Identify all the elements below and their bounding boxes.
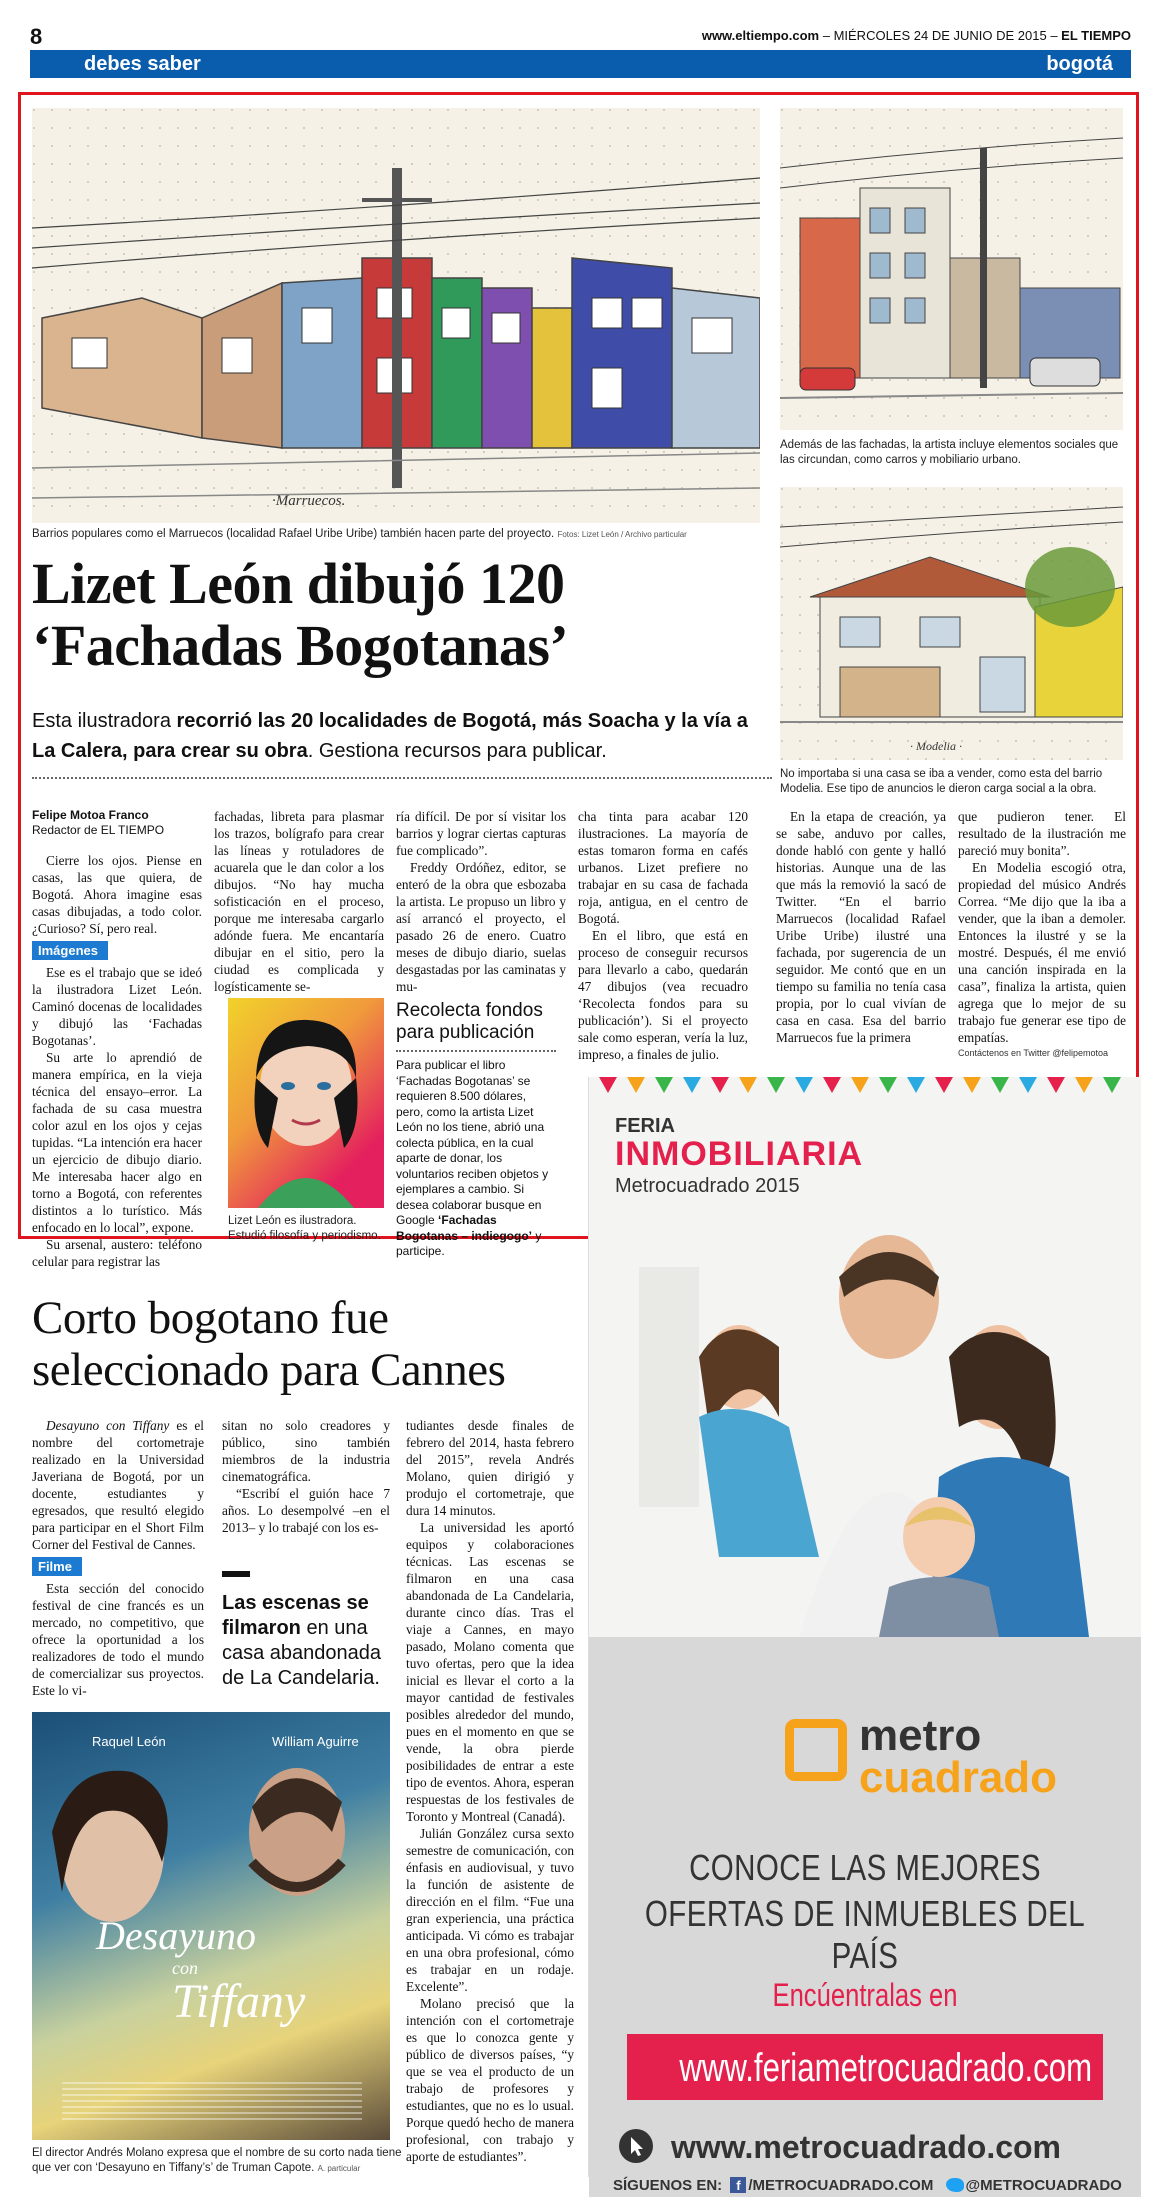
twitter-icon [946, 2178, 964, 2192]
story2-column-3: tudiantes desde finales de febrero del 2014, hasta febrero del 2015”, revela Andrés Molano, quien dirigió y produjo el cortometraje, que dura 14 minutos. La universidad les aportó equipos y colaboraciones técnicas. Las escenas se filmaron en una casa abandonada de La Candelaria, durante cinco días. Tras el viaje a Cannes, en mayo pasado, Molano comenta que tuvo ofertas, pero que la idea inicial es llevar el corto a la mayor cantidad de festivales posibles alrededor del mundo, pues en el momento en que se vende, la obra pierde posibilidades de entrar a este tipo de eventos. Ahora, esperan respuestas de los festivales de Toronto y Montreal (Canadá). Julián González cursa sexto semestre de comunicación, con énfasis en audiovisual, y tuvo la función de asistente de dirección en el film. “Fue una gran experiencia, una práctica anticipada. Vi cómo es trabajar en una obra profesional, cómo es trabajar en un rodaje. Excelente”. Molano precisó que la intención con el cortometraje es que lo conozca gente y público de diversos países, “y que se vea el producto de un trabajo de profesores y estudiantes, que no es lo usual. Porque quedó hecho de manera profesional, con trabajo y aporte de estudiantes”. [406, 1418, 574, 2164]
paper-name: EL TIEMPO [1061, 28, 1131, 43]
story2-column-1: Desayuno con Tiffany es el nombre del cortometraje realizado en la Universidad Javeriana de Bogotá, por un docente, estudiantes y egresados, que resultó elegido para participar en el Short Film Corner del Festival de Cannes. Filme Esta sección del conocido festival de cine francés es un mercado, no competitivo, que ofrece la oportunidad a los realizadores de todo el mundo de comercializar sus proyectos. Este lo vi- [32, 1418, 205, 1698]
page-number: 8 [30, 24, 43, 49]
image-caption-modelia: No importaba si una casa se iba a vender, como esta del barrio Modelia. Ese tipo de anuncios le dieron carga social a la obra. [780, 768, 1103, 795]
illustration-signature: ·Marruecos. [272, 493, 346, 509]
story2-column-2: sitan no solo creadores y público, sino también miembros de la industria cinematográfica. “Escribí el guión hace 7 años. Lo desempolvé –en el 2013– y lo trabajé con los es- [222, 1418, 390, 1535]
advertisement-metrocuadrado[interactable] [588, 1077, 1141, 2194]
image-caption-marruecos: Barrios populares como el Marruecos (localidad Rafael Uribe Uribe) también hacen parte del proyecto. Fotos: Lizet León / Archivo particular [32, 528, 687, 540]
poster-title-3: Tiffany [172, 1975, 306, 2028]
story1-column-2: fachadas, libreta para plasmar los trazos, bolígrafo para crear las líneas y rotuladores de acuarela que le dan color a los dibujos. “No hay mucha sofisticación en el proceso, porque me interesaba cargarlo adónde fuera. Me encantaría dibujar en el sitio, pero la ciudad es complicada y logísticamente se- [214, 809, 384, 994]
pullquote: Las escenas se filmaron en una casa abandonada de La Candelaria. [222, 1592, 382, 1689]
illustration-modelia-house [780, 487, 1123, 760]
tag-imagenes: Imágenes [32, 941, 108, 960]
ad-metrocuadrado-2015: Metrocuadrado 2015 [615, 1175, 800, 1197]
headline-corto-cannes: Corto bogotano fue seleccionado para Cannes [32, 1292, 506, 1396]
ad-inmobiliaria-label: INMOBILIARIA [615, 1135, 864, 1173]
ad-slogan-1: CONOCE LAS MEJORES [689, 1847, 1041, 1888]
follow-label: SÍGUENOS EN: [613, 2177, 723, 2194]
ad-feria-url[interactable]: www.feriametrocuadrado.com [679, 2046, 1093, 2090]
dateline: www.eltiempo.com – MIÉRCOLES 24 DE JUNIO DE 2015 – EL TIEMPO [701, 28, 1131, 43]
portrait-lizet-leon [228, 998, 384, 1208]
brand-metro: metro [859, 1711, 982, 1760]
ad-info-area [589, 1637, 1141, 2197]
ad-find-text: Encúentralas en [772, 1977, 958, 2013]
brand-cuadrado: cuadrado [859, 1753, 1058, 1802]
poster-title-2: con [172, 1958, 198, 1978]
illustration-marruecos [32, 108, 760, 523]
poster-caption: El director Andrés Molano expresa que el nombre de su corto nada tiene que ver con ‘Desayuno en Tiffany’s’ de Truman Capote. A. particular [32, 2147, 402, 2174]
story-deck: Esta ilustradora recorrió las 20 localidades de Bogotá, más Soacha y la vía a La Calera, para crear su obra. Gestiona recursos para publicar. [32, 710, 748, 762]
illustration-buildings-cars [780, 108, 1123, 430]
deck-rule [32, 777, 772, 779]
photo-credit: Fotos: Lizet León / Archivo particular [557, 530, 687, 539]
sidebox-title: Recolecta fondos para publicación [396, 1000, 543, 1043]
section-city: bogotá [1046, 53, 1113, 75]
headline-lizet-leon: Lizet León dibujó 120 ‘Fachadas Bogotanas’ [32, 551, 569, 678]
sidebox-body: Para publicar el libro ‘Fachadas Bogotanas’ se requieren 8.500 dólares, pero, como la artista Lizet León no los tiene, abrió una colecta pública, en la cual aparte de donar, los voluntarios reciben objetos y ejemplares a cambio. Si desea colaborar busque en Google ‘Fachadas Bogotanas – indiegogo’ y participe. [396, 1058, 549, 1258]
section-label: debes saber [30, 50, 229, 78]
sidebox-fundraising [396, 1000, 556, 1260]
twitter-contact: Contáctenos en Twitter @felipemotoa [958, 1048, 1109, 1058]
story1-column-1: Cierre los ojos. Piense en casas, las que quiera, de Bogotá. Ahora imagine esas casas dibujadas, a todo color. ¿Curioso? Sí, pero real. Imágenes Ese es el trabajo que se ideó la ilustradora Lizet León. Caminó docenas de localidades y dibujó las ‘Fachadas Bogotanas’. Su arte lo aprendió de manera empírica, en la vieja técnica del ensayo–error. La fachada de su casa muestra color azul en los ojos y cejas tupidas. “La intención era hacer un ejercicio de dibujo diario. Me interesaba hacer algo en torno a Bogotá, con referentes distintos a lo turístico. Más enfocado en lo local”, expone. Su arsenal, austero: teléfono celular para registrar las [32, 853, 202, 1269]
section-bar [30, 50, 1131, 78]
cursor-icon [619, 2129, 653, 2163]
ad-feria-url-box[interactable] [627, 2034, 1103, 2100]
story1-column-6: que pudieron tener. El resultado de la ilustración me pareció muy bonita”. En Modelia escogió otra, propiedad del músico Andrés Correa. “Me dijo que la iba a vender, que la iban a demoler. Entonces la ilustré y se la mostré. Después, él me envió una canción inspirada en la casa”, finaliza la artista, quien agrega que lo mejor de su trabajo fue generar ese tipo de empatías. Contáctenos en Twitter @felipemotoa [958, 809, 1126, 1058]
poster-title-1: Desayuno [96, 1913, 256, 1958]
ad-site-url[interactable]: www.metrocuadrado.com [671, 2129, 1061, 2165]
twitter-handle[interactable]: @METROCUADRADO [965, 2177, 1122, 2194]
ad-family-photo [629, 1227, 1109, 1637]
story1-column-3: ría difícil. De por sí visitar los barrios y lograr ciertas capturas fue complicado”. Freddy Ordóñez, editor, se enteró de la obra que esbozaba la artista. Le propuso un libro y así arrancó el proyecto, el pasado 26 de enero. Cuatro meses de dibujo diario, suelas desgastadas por las caminatas y mu- [396, 809, 566, 994]
ad-social-row [613, 2177, 1122, 2194]
portrait-caption: Lizet León es ilustradora. Estudió filosofía y periodismo. [228, 1215, 381, 1242]
film-poster [32, 1712, 390, 2140]
byline: Felipe Motoa Franco Redactor de EL TIEMPO [32, 808, 165, 837]
image-caption-cars: Además de las fachadas, la artista incluye elementos sociales que las circundan, como carros y mobiliario urbano. [780, 439, 1119, 466]
metrocuadrado-logo-icon [785, 1719, 847, 1781]
poster-credits-block [62, 2082, 362, 2122]
sidebox-rule [396, 1050, 556, 1052]
website: www.eltiempo.com [701, 28, 820, 43]
illustration-signature-modelia: · Modelia · [910, 739, 962, 753]
issue-date: MIÉRCOLES 24 DE JUNIO DE 2015 [833, 28, 1047, 43]
ad-slogan-2: OFERTAS DE INMUEBLES DEL PAÍS [644, 1893, 1086, 1976]
poster-actor-2: William Aguirre [272, 1734, 359, 1749]
tag-filme: Filme [32, 1557, 82, 1576]
ad-feria-label: FERIA [615, 1115, 675, 1137]
ad-photo-area [589, 1077, 1141, 1637]
facebook-handle[interactable]: /METROCUADRADO.COM [748, 2177, 934, 2194]
story1-column-4: cha tinta para acabar 120 ilustraciones. La mayoría de estas tomaron forma en cafés urbanos. Lizet prefiere no trabajar en su casa de fachada roja, antigua, en el centro de Bogotá. En el libro, que está en proceso de conseguir recursos para llevarlo a cabo, quedarán 47 dibujos (vea recuadro ‘Recolecta fondos para su publicación’). Si el proyecto sale como esperan, vería la luz, impreso, a finales de julio. [578, 809, 748, 1062]
story1-column-5: En la etapa de creación, ya se sabe, anduvo por calles, donde habló con gente y halló historias. Aunque una de las que más la removió la sacó de Twitter. “En el barrio Marruecos (localidad Rafael Uribe Uribe) ilustré una fachada, por sugerencia de un seguidor. Me contó que en un tiempo su familia no tenía casa propia, por lo cual vivían de casa en casa. Esa del barrio Marruecos fue la primera [776, 809, 946, 1045]
poster-credit: A. particular [317, 2164, 361, 2173]
poster-actor-1: Raquel León [92, 1734, 166, 1749]
facebook-icon: f [730, 2177, 746, 2193]
pullquote-rule [222, 1571, 250, 1577]
